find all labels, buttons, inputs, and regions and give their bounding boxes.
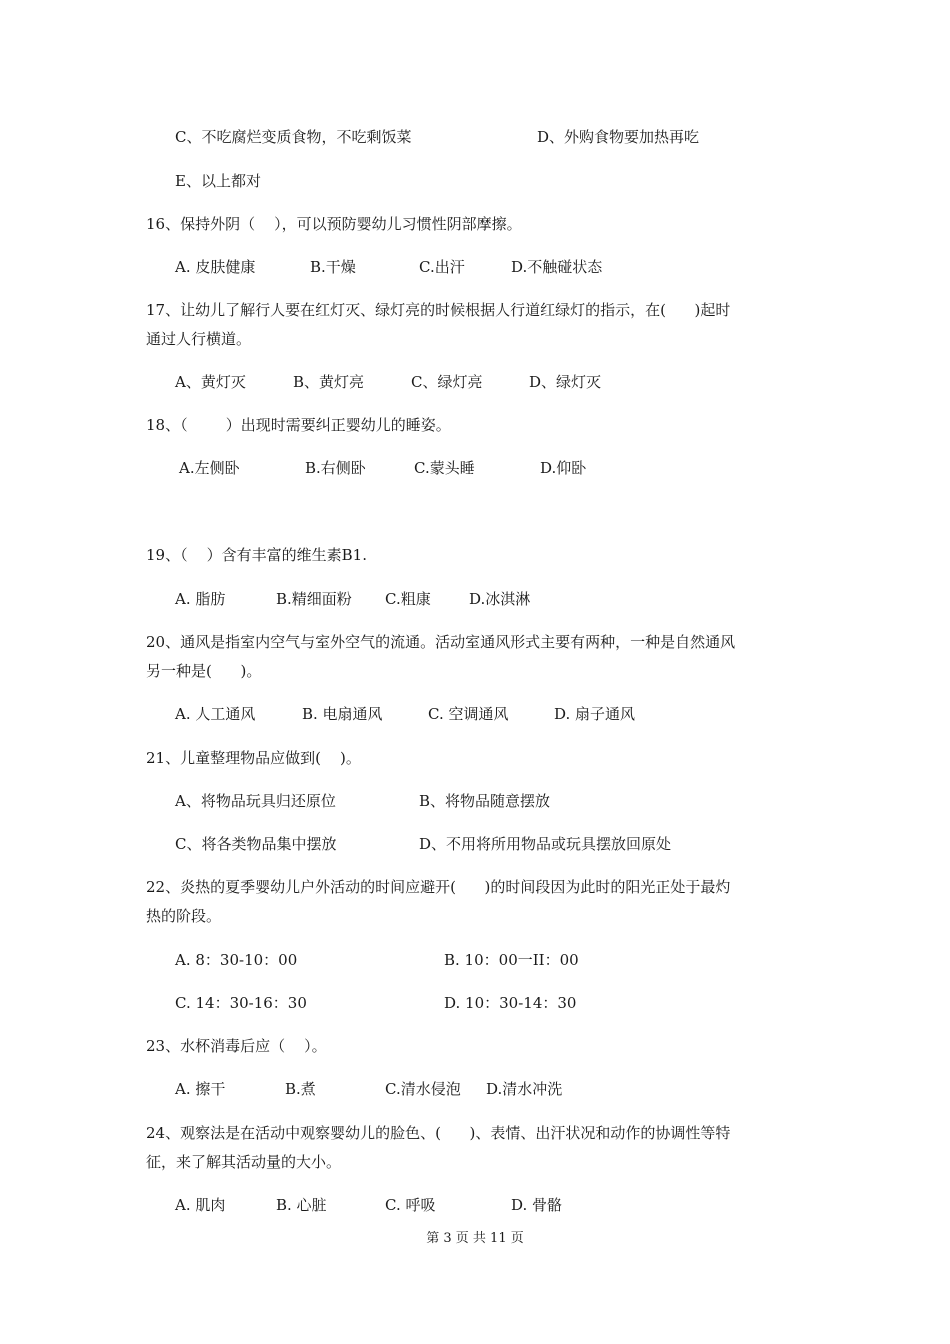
q21-option-a: A、将物品玩具归还原位	[175, 792, 336, 810]
q16-stem: 16、保持外阴（ ），可以预防婴幼儿习惯性阴部摩擦。	[146, 215, 522, 233]
q17-option-c: C、绿灯亮	[411, 373, 483, 391]
q23-stem: 23、水杯消毒后应（ ）。	[146, 1037, 327, 1055]
q21-option-d: D、不用将所用物品或玩具摆放回原处	[419, 835, 672, 853]
q19-option-a: A. 脂肪	[175, 590, 226, 608]
q22-option-c: C. 14：30-16：30	[175, 994, 307, 1012]
q17-stem-line2: 通过人行横道。	[146, 330, 252, 348]
q16-option-a: A. 皮肤健康	[175, 258, 256, 276]
q21-option-c: C、将各类物品集中摆放	[175, 835, 337, 853]
q19-stem: 19、（ ）含有丰富的维生素B1.	[146, 546, 367, 564]
q16-option-c: C.出汗	[419, 258, 465, 276]
q18-option-b: B.右侧卧	[305, 459, 366, 477]
q17-option-d: D、绿灯灭	[529, 373, 602, 391]
q15-option-c: C、不吃腐烂变质食物，不吃剩饭菜	[175, 128, 412, 146]
q16-option-d: D.不触碰状态	[511, 258, 603, 276]
q20-option-c: C. 空调通风	[428, 705, 509, 723]
q16-option-b: B.干燥	[310, 258, 356, 276]
q19-option-b: B.精细面粉	[276, 590, 352, 608]
q18-option-d: D.仰卧	[540, 459, 587, 477]
q18-option-c: C.蒙头睡	[414, 459, 475, 477]
q21-stem: 21、儿童整理物品应做到( )。	[146, 749, 361, 767]
q18-stem: 18、（ ）出现时需要纠正婴幼儿的睡姿。	[146, 416, 451, 434]
q19-option-c: C.粗康	[385, 590, 431, 608]
q15-option-e: E、以上都对	[175, 172, 261, 190]
q24-option-d: D. 骨骼	[511, 1196, 563, 1214]
q24-stem-line1: 24、观察法是在活动中观察婴幼儿的脸色、( )、表情、出汗状况和动作的协调性等特	[146, 1124, 731, 1142]
q23-option-d: D.清水冲洗	[486, 1080, 563, 1098]
q23-option-a: A. 擦干	[175, 1080, 226, 1098]
q22-option-b: B. 10：00一II：00	[444, 951, 579, 969]
q23-option-c: C.清水侵泡	[385, 1080, 461, 1098]
q20-option-b: B. 电扇通风	[302, 705, 383, 723]
q15-option-d: D、外购食物要加热再吃	[537, 128, 700, 146]
q24-option-c: C. 呼吸	[385, 1196, 436, 1214]
q17-option-b: B、黄灯亮	[293, 373, 365, 391]
q17-option-a: A、黄灯灭	[175, 373, 246, 391]
page-number-footer: 第 3 页 共 11 页	[426, 1231, 524, 1246]
q20-stem-line1: 20、通风是指室内空气与室外空气的流通。活动室通风形式主要有两种，一种是自然通风	[146, 633, 736, 651]
q22-stem-line2: 热的阶段。	[146, 907, 222, 925]
q18-option-a: A.左侧卧	[179, 459, 240, 477]
q24-option-b: B. 心脏	[276, 1196, 327, 1214]
q21-option-b: B、将物品随意摆放	[419, 792, 551, 810]
q20-option-d: D. 扇子通风	[554, 705, 636, 723]
q23-option-b: B.煮	[285, 1080, 316, 1098]
q24-option-a: A. 肌肉	[175, 1196, 226, 1214]
q20-stem-line2: 另一种是( )。	[146, 662, 262, 680]
q22-option-a: A. 8：30-10：00	[175, 951, 298, 969]
q22-stem-line1: 22、炎热的夏季婴幼儿户外活动的时间应避开( )的时间段因为此时的阳光正处于最灼	[146, 878, 731, 896]
q20-option-a: A. 人工通风	[175, 705, 256, 723]
q22-option-d: D. 10：30-14：30	[444, 994, 577, 1012]
q17-stem-line1: 17、让幼儿了解行人要在红灯灭、绿灯亮的时候根据人行道红绿灯的指示，在( )起时	[146, 301, 731, 319]
q19-option-d: D.冰淇淋	[469, 590, 531, 608]
q24-stem-line2: 征，来了解其活动量的大小。	[146, 1153, 342, 1171]
